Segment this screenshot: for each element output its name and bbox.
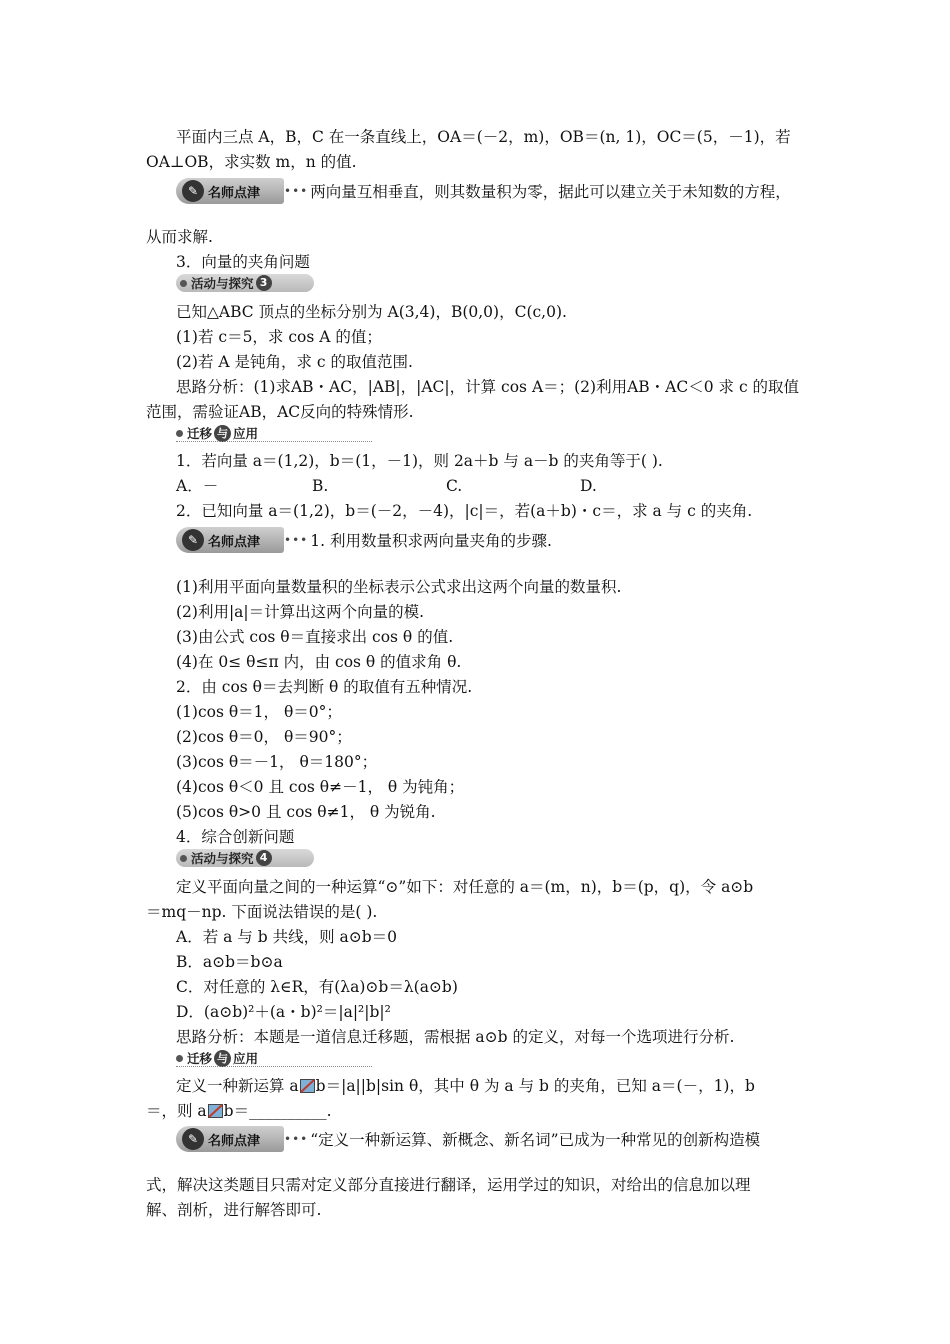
migration-label: 迁移 [187, 1051, 213, 1066]
teacher-tip-label: 名师点津 [208, 1133, 261, 1149]
migration-banner [176, 424, 258, 442]
analysis-text: 思路分析：本题是一道信息迁移题，需根据 a⊙b 的定义，对每一个选项进行分析. [176, 1028, 735, 1046]
teacher-tip [176, 525, 552, 555]
teacher-tip-badge [176, 527, 284, 553]
problem-text: 已知△ABC 顶点的坐标分别为 A(3,4)，B(0,0)，C(c,0). [176, 303, 567, 321]
analysis-text: 范围，需验证AB，AC反向的特殊情形. [146, 403, 414, 421]
migration-label: 与 [214, 425, 231, 442]
problem-text-part: ＝，则 a [146, 1102, 207, 1120]
tip-text: 1. 利用数量积求两向量夹角的步骤. [310, 532, 552, 550]
pen-icon: ✎ [182, 529, 204, 551]
activity-number: 3 [256, 275, 272, 291]
problem-text: 1．若向量 a＝(1,2)，b＝(1，－1)，则 2a＋b 与 a－b 的夹角等于( ). [176, 452, 663, 470]
tip-text: (2)cos θ＝0， θ＝90°； [176, 728, 352, 746]
dots-icon: ••• [284, 1132, 309, 1146]
activity-banner [176, 274, 314, 292]
tip-text: (3)cos θ＝－1， θ＝180°； [176, 753, 378, 771]
option-a: A．若 a 与 b 共线，则 a⊙b＝0 [176, 928, 398, 946]
section-heading: 3．向量的夹角问题 [176, 253, 310, 271]
activity-number: 4 [256, 850, 272, 866]
pen-icon: ✎ [182, 180, 204, 202]
bullet-icon [180, 855, 187, 862]
tip-text: 解、剖析，进行解答即可. [146, 1201, 322, 1219]
problem-text [176, 1076, 755, 1096]
teacher-tip-badge [176, 1126, 284, 1152]
bullet-icon [176, 430, 183, 437]
option-a: A．－ [176, 477, 219, 495]
tip-text: (5)cos θ>0 且 cos θ≠1， θ 为锐角. [176, 803, 436, 821]
option-d: D. [580, 477, 597, 495]
problem-text-part: 定义一种新运算 a [176, 1077, 299, 1095]
option-d: D．(a⊙b)²＋(a・b)²＝|a|²|b|² [176, 1003, 391, 1021]
option-b: B. [312, 477, 329, 495]
dotted-divider [176, 441, 372, 442]
activity-label: 活动与探究 [191, 851, 254, 866]
activity-banner [176, 849, 314, 867]
dots-icon: ••• [284, 533, 309, 547]
problem-text-part: b＝|a||b|sin θ，其中 θ 为 a 与 b 的夹角，已知 a＝(－，1)，b [315, 1077, 755, 1095]
activity-label: 活动与探究 [191, 276, 254, 291]
tip-text: (3)由公式 cos θ＝直接求出 cos θ 的值. [176, 628, 454, 646]
operator-icon [300, 1079, 315, 1093]
bullet-icon [180, 280, 187, 287]
section-heading: 4．综合创新问题 [176, 828, 295, 846]
tip-text: 2．由 cos θ＝去判断 θ 的取值有五种情况. [176, 678, 473, 696]
tip-text: (1)cos θ＝1， θ＝0°； [176, 703, 342, 721]
problem-text: 2．已知向量 a＝(1,2)，b＝(－2，－4)，|c|＝，若(a＋b)・c＝，求 a 与 c 的夹角. [176, 502, 753, 520]
analysis-text: 思路分析：(1)求AB・AC，|AB|，|AC|，计算 cos A＝；(2)利用AB・AC＜0 求 c 的取值 [176, 378, 800, 396]
dotted-divider [176, 1066, 372, 1067]
tip-text: “定义一种新运算、新概念、新名词”已成为一种常见的创新构造模 [310, 1131, 761, 1149]
problem-text-part: b＝__________. [223, 1102, 332, 1120]
problem-text: (1)若 c＝5，求 cos A 的值； [176, 328, 382, 346]
operator-icon [208, 1104, 223, 1118]
tip-text: (4)在 0≤ θ≤π 内，由 cos θ 的值求角 θ. [176, 653, 462, 671]
tip-text: (4)cos θ＜0 且 cos θ≠－1， θ 为钝角； [176, 778, 465, 796]
pen-icon: ✎ [182, 1128, 204, 1150]
tip-text: (1)利用平面向量数量积的坐标表示公式求出这两个向量的数量积. [176, 578, 622, 596]
teacher-tip [176, 1124, 760, 1154]
tip-text: 两向量互相垂直，则其数量积为零，据此可以建立关于未知数的方程， [310, 183, 791, 201]
tip-text: (2)利用|a|＝计算出这两个向量的模. [176, 603, 425, 621]
problem-text: OA⊥OB，求实数 m，n 的值. [146, 153, 357, 171]
problem-text: (2)若 A 是钝角，求 c 的取值范围. [176, 353, 413, 371]
migration-label: 迁移 [187, 426, 213, 441]
option-b: B．a⊙b＝b⊙a [176, 953, 283, 971]
migration-banner [176, 1049, 258, 1067]
dots-icon: ••• [284, 184, 309, 198]
bullet-icon [176, 1055, 183, 1062]
tip-text: 从而求解. [146, 228, 213, 246]
teacher-tip-label: 名师点津 [208, 185, 261, 201]
problem-text [146, 1101, 332, 1121]
option-c: C. [446, 477, 463, 495]
option-c: C．对任意的 λ∈R，有(λa)⊙b＝λ(a⊙b) [176, 978, 458, 996]
teacher-tip-label: 名师点津 [208, 534, 261, 550]
problem-text: 定义平面向量之间的一种运算“⊙”如下：对任意的 a＝(m，n)，b＝(p，q)，令 a⊙b [176, 878, 754, 896]
tip-text: 式，解决这类题目只需对定义部分直接进行翻译，运用学过的知识，对给出的信息加以理 [146, 1176, 751, 1194]
teacher-tip [176, 176, 791, 206]
migration-label: 与 [214, 1050, 231, 1067]
migration-label: 应用 [233, 426, 259, 441]
migration-label: 应用 [233, 1051, 259, 1066]
problem-text: 平面内三点 A，B，C 在一条直线上，OA＝(－2，m)，OB＝(n, 1)，OC＝(5，－1)，若 [176, 128, 791, 146]
problem-text: ＝mq－np. 下面说法错误的是( ). [146, 903, 378, 921]
teacher-tip-badge [176, 178, 284, 204]
